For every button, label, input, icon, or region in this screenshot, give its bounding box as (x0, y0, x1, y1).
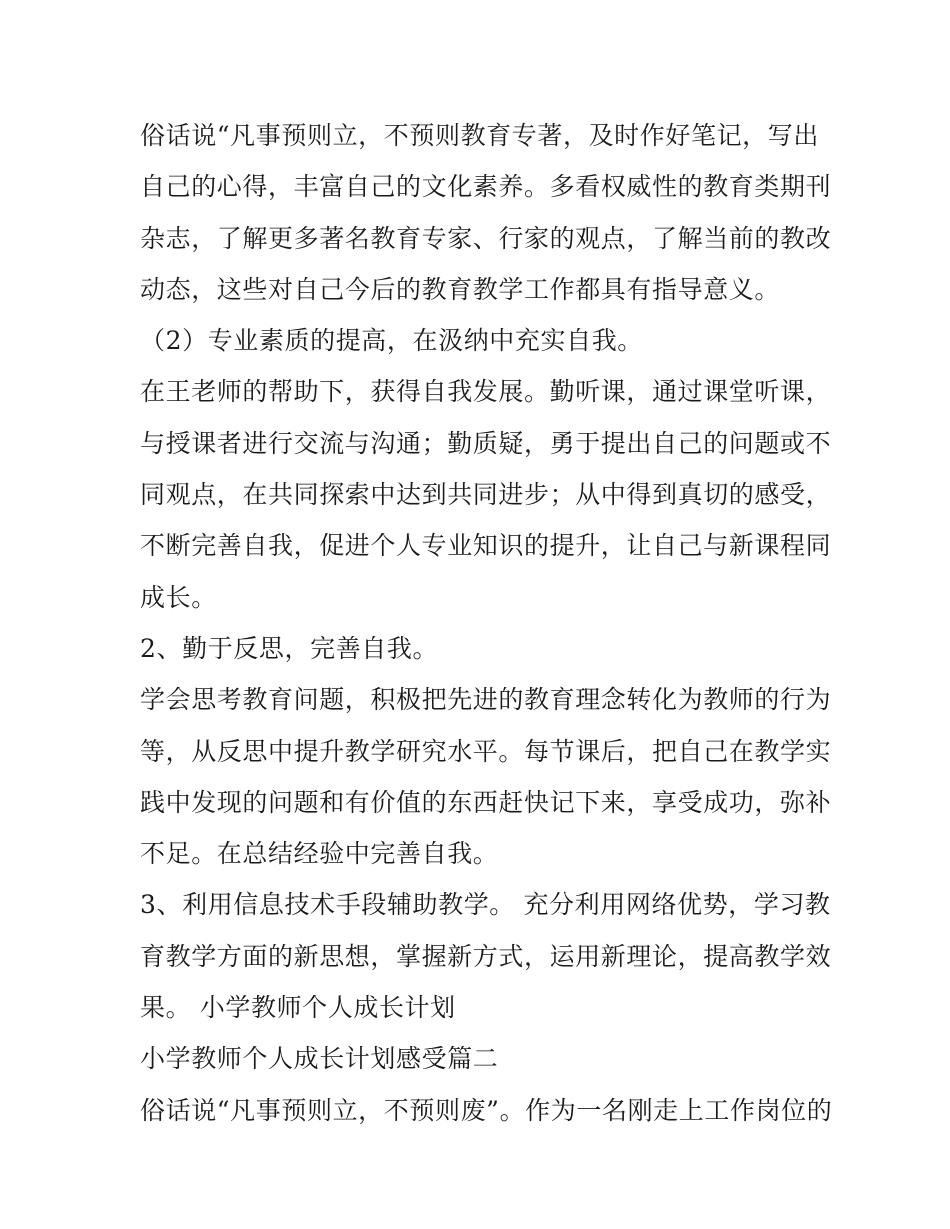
text-line: 同观点，在共同探索中达到共同进步；从中得到真切的感受， (140, 480, 832, 510)
text-line: 与授课者进行交流与沟通；勤质疑，勇于提出自己的问题或不 (140, 428, 832, 458)
section-heading: 2、勤于反思，完善自我。 (140, 633, 439, 663)
text-line: 学会思考教育问题，积极把先进的教育理念转化为教师的行为 (140, 685, 832, 715)
text-line: 在王老师的帮助下，获得自我发展。勤听课，通过课堂听课， (140, 377, 832, 407)
text-line: 育教学方面的新思想，掌握新方式，运用新理论，提高教学效 (140, 941, 832, 971)
text-line: 动态，这些对自己今后的教育教学工作都具有指导意义。 (140, 274, 781, 304)
section-heading: （2）专业素质的提高，在汲纳中充实自我。 (140, 326, 643, 356)
text-line: 等，从反思中提升教学研究水平。每节课后，把自己在教学实 (140, 736, 832, 766)
text-line: 践中发现的问题和有价值的东西赶快记下来，享受成功，弥补 (140, 787, 832, 817)
text-line: 俗话说“凡事预则立，不预则废”。作为一名刚走上工作岗位的 (140, 1095, 833, 1125)
text-line: 果。 小学教师个人成长计划 (140, 993, 456, 1023)
text-line: 成长。 (140, 582, 217, 612)
text-line: 杂志，了解更多著名教育专家、行家的观点，了解当前的教改 (140, 223, 832, 253)
text-line: 不断完善自我，促进个人专业知识的提升，让自己与新课程同 (140, 531, 832, 561)
text-line: 俗话说“凡事预则立，不预则教育专著，及时作好笔记，写出 (140, 121, 819, 150)
text-line: 自己的心得，丰富自己的文化素养。多看权威性的教育类期刊 (140, 172, 832, 202)
article-title: 小学教师个人成长计划感受篇二 (140, 1044, 499, 1074)
section-heading: 3、利用信息技术手段辅助教学。 充分利用网络优势，学习教 (140, 890, 831, 920)
text-line: 不足。在总结经验中完善自我。 (140, 839, 499, 869)
document-body (140, 110, 833, 1136)
